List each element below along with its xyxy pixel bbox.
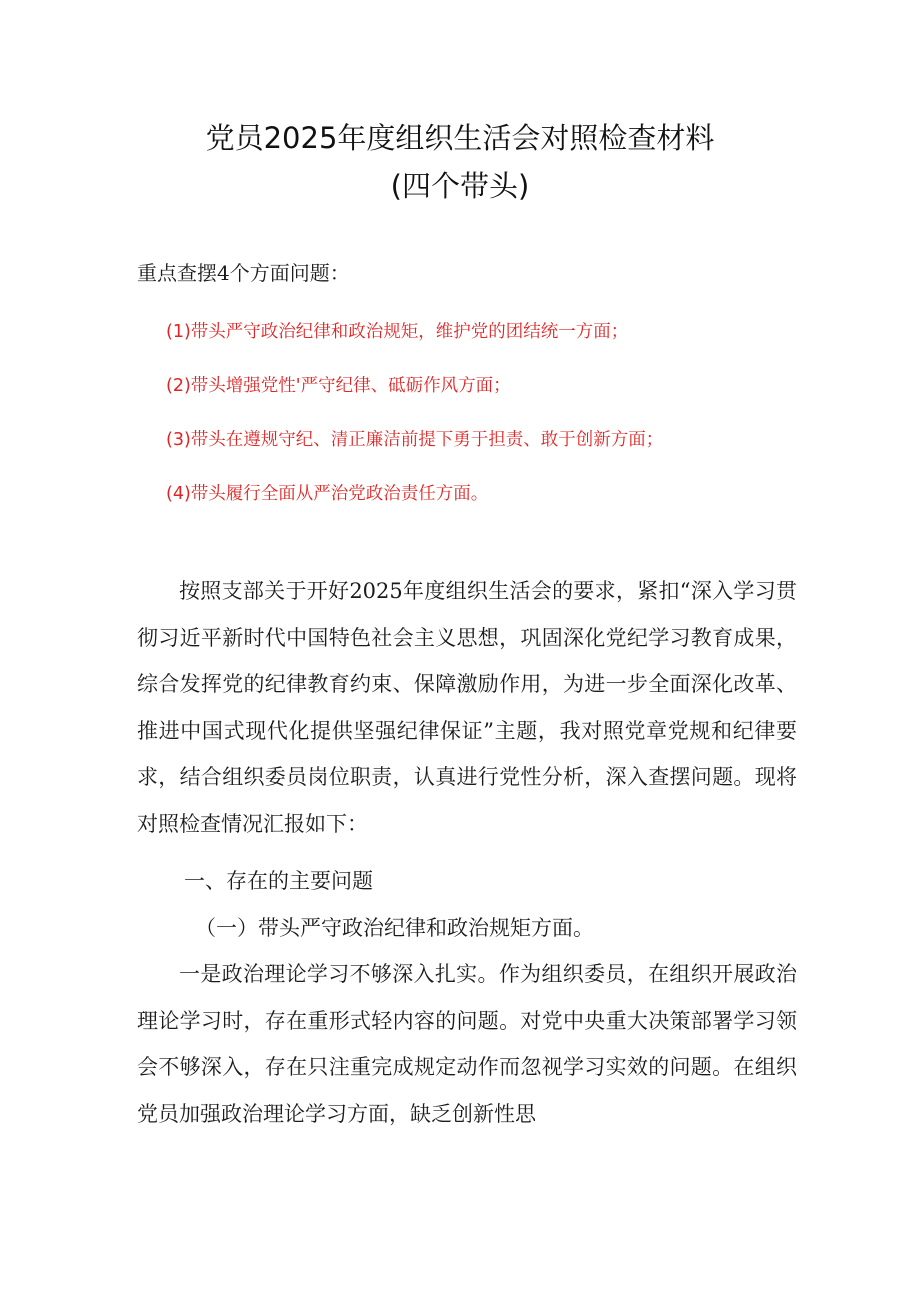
section-heading: 一、存在的主要问题 — [184, 869, 373, 893]
document-subtitle: (四个带头) — [390, 169, 530, 203]
focus-item: (4)带头履行全面从严治党政治责任方面。 — [166, 484, 489, 504]
focus-item: (3)带头在遵规守纪、清正廉洁前提下勇于担责、敢于创新方面； — [166, 430, 664, 450]
focus-list — [166, 318, 663, 534]
document-title: 党员2025年度组织生活会对照检查材料 — [205, 121, 715, 155]
body-paragraph: 一是政治理论学习不够深入扎实。作为组织委员，在组织开展政治理论学习时，存在重形式轻内容的问题。对党中央重大决策部署学习领会不够深入，存在只注重完成规定动作而忽视学习实效的问题。在组织党员加强政治理论学习方面，缺乏创新性思 — [137, 962, 797, 1126]
intro-text: 重点查摆4个方面问题： — [137, 261, 350, 285]
focus-item: (2)带头增强党性'严守纪律、砥砺作风方面； — [166, 376, 511, 396]
body-paragraph: 按照支部关于开好2025年度组织生活会的要求，紧扣“深入学习贯彻习近平新时代中国特色社会主义思想，巩固深化党纪学习教育成果，综合发挥党的纪律教育约束、保障激励作用，为进一步全面深化改革、推进中国式现代化提供坚强纪律保证”主题，我对照党章党规和纪律要求，结合组织委员岗位职责，认真进行党性分析，深入查摆问题。现将对照检查情况汇报如下： — [137, 579, 797, 836]
focus-item: (1)带头严守政治纪律和政治规矩，维护党的团结统一方面； — [166, 322, 629, 342]
subsection-heading: （一）带头严守政治纪律和政治规矩方面。 — [195, 916, 594, 940]
